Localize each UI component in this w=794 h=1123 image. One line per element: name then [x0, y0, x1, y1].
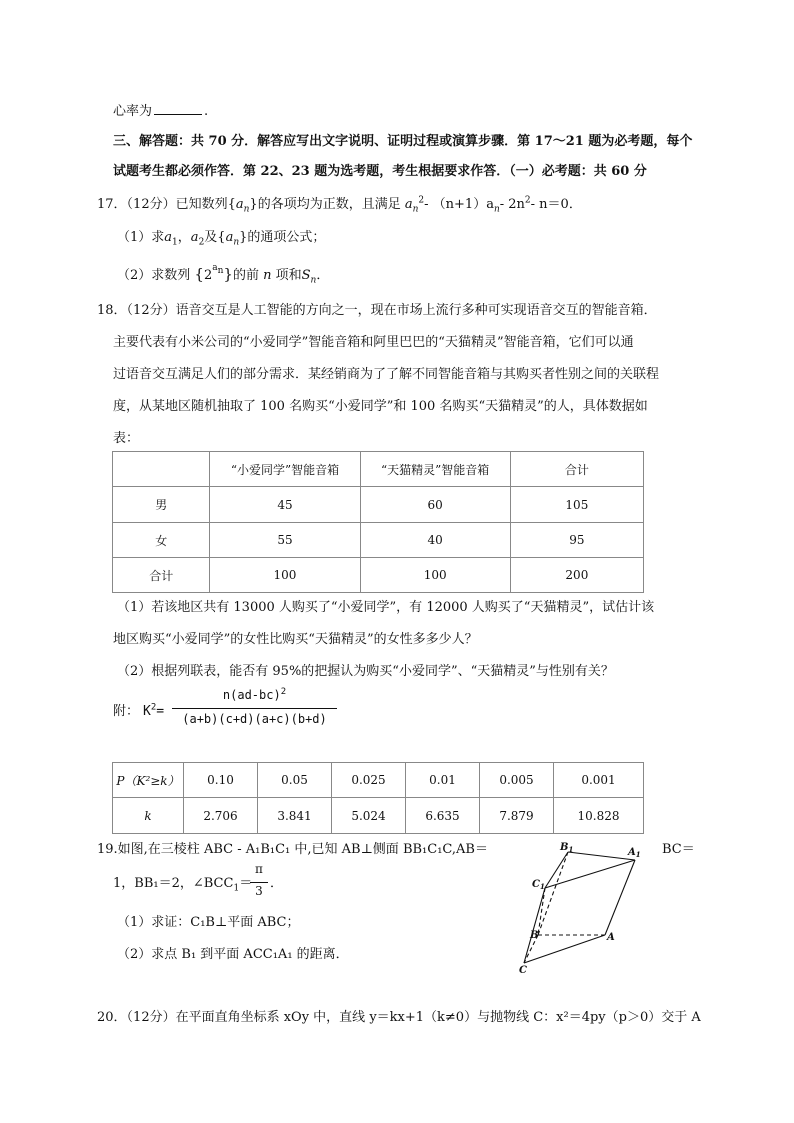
q18-line1: 18．（12分）语音交互是人工智能的方向之一，现在市场上流行多种可实现语音交互的智能音箱． [97, 303, 657, 318]
q17-p2: （2）求数列 [117, 268, 191, 283]
continued-text: 心率为 [113, 104, 153, 119]
formula-k-letter: K [143, 704, 151, 719]
q17-p2c: 项和 [275, 268, 302, 283]
table-cell: 0.05 [258, 763, 332, 798]
table-row [113, 798, 644, 834]
formula-k: $K^2=$ [143, 702, 165, 719]
formula-num-text: n(ad-bc) [222, 688, 281, 702]
q17-p1c: 及{ [204, 230, 226, 245]
q17-p1: （1）求 [117, 230, 165, 245]
table-cell: 40 [360, 523, 510, 558]
table-row [113, 523, 644, 558]
q17-eq: - （n+1）a [424, 197, 494, 212]
q19-l2a: 1，BB₁＝2，∠BCC [113, 876, 234, 891]
section-heading-line2: 试题考生都必须作答．第 22、23 题为选考题，考生根据要求作答．（一）必考题：共 60 分 [113, 164, 647, 179]
table-cell: 男 [113, 487, 210, 523]
q18-line4: 度，从某地区随机抽取了 100 名购买“小爱同学”和 100 名购买“天猫精灵”的人，具体数据如 [113, 399, 648, 414]
table-header-cell: “小爱同学”智能音箱 [210, 452, 360, 487]
answer-blank [154, 102, 202, 115]
label-c1: $C_1$ [532, 879, 545, 891]
q19-part2: （2）求点 B₁ 到平面 ACC₁A₁ 的距离． [117, 947, 349, 962]
q17-p2b: 的前 [232, 268, 259, 283]
table-cell: 100 [360, 558, 510, 593]
table-cell: 10.828 [554, 798, 644, 834]
prism-figure [510, 838, 645, 978]
table-cell: 0.01 [406, 763, 480, 798]
q19-l2c: ． [270, 876, 284, 891]
table-row [113, 763, 644, 798]
q18-line3: 过语音交互满足人们的部分需求．某经销商为了了解不同智能音箱与其购买者性别之间的关联程 [113, 367, 660, 382]
label-a1: $A_1$ [628, 847, 641, 859]
q18-part1a: （1）若该地区共有 13000 人购买了“小爱同学”，有 12000 人购买了“天猫精灵”，试估计该 [117, 600, 655, 615]
label-c: C [519, 965, 527, 976]
table-cell: 5.024 [332, 798, 406, 834]
q17-p1d: }的通项公式； [239, 230, 326, 245]
q17-part1: （1）求$a_1$，$a_2$及$\{a_n\}$的通项公式； [117, 230, 326, 248]
table-cell: 45 [210, 487, 360, 523]
pi-numerator: π [255, 862, 263, 876]
label-b: B [530, 930, 539, 941]
table-cell: 105 [510, 487, 643, 523]
q17-stem: 17．（12分）已知数列$\{a_n\}$的各项均为正数，且满足 $a_n^2-$ $(n+1)a_n-$ $2n^2-$ n＝0． [97, 195, 582, 215]
formula-label: 附： [113, 704, 140, 719]
table-cell: 2.706 [184, 798, 258, 834]
q18-part1b: 地区购买“小爱同学”的女性比购买“天猫精灵”的女性多多少人？ [113, 632, 478, 647]
table-cell: 合计 [113, 558, 210, 593]
q20-line1: 20．（12分）在平面直角坐标系 xOy 中，直线 y＝kx+1（k≠0）与抛物线 C：x²＝4py（p＞0）交于 A [97, 1010, 701, 1025]
table-cell: 0.025 [332, 763, 406, 798]
q19-line1: 19.如图,在三棱柱 ABC - A₁B₁C₁ 中,已知 AB⊥侧面 BB₁C₁C,AB＝ [97, 842, 488, 857]
q17-stem-b: }的各项均为正数，且满足 [249, 197, 401, 212]
q19-line2: 1，BB₁＝2，$\angle BCC_1=$ [113, 876, 253, 894]
contingency-table [112, 451, 644, 593]
q18-line2: 主要代表有小米公司的“小爱同学”智能音箱和阿里巴巴的“天猫精灵”智能音箱，它们可以通 [113, 335, 634, 350]
continued-end: . [204, 104, 209, 119]
table-cell: 0.001 [554, 763, 644, 798]
label-a: A [607, 932, 615, 943]
q17-p2d: ． [316, 268, 330, 283]
q18-part2: （2）根据列联表，能否有 95%的把握认为购买“小爱同学”、“天猫精灵”与性别有关？ [117, 664, 614, 679]
continued-question-line [113, 102, 208, 121]
table-cell: k [113, 798, 184, 834]
q19-line1-right: BC＝ [662, 842, 695, 857]
formula-denominator: (a+b)(c+d)(a+c)(b+d) [182, 712, 327, 726]
q17-part2: （2）求数列 $\{2^{a_n}\}$的前 n 项和$S_n$． [117, 262, 330, 286]
formula-eq: = [156, 704, 165, 719]
q19-part1: （1）求证：C₁B⊥平面 ABC； [117, 915, 300, 930]
table-cell: 100 [210, 558, 360, 593]
q18-line5: 表： [113, 431, 140, 446]
label-b1: $B_1$ [560, 842, 574, 854]
table-cell: 0.10 [184, 763, 258, 798]
table-cell [113, 763, 184, 798]
q17-eq2: - 2n [499, 197, 525, 212]
table-cell: 3.841 [258, 798, 332, 834]
pi-denominator: 3 [255, 884, 263, 898]
table-cell: 200 [510, 558, 643, 593]
fraction-bar [172, 708, 337, 709]
table-header-cell: 合计 [510, 452, 643, 487]
q17-eq3: - n＝0． [530, 197, 582, 212]
pi-fraction-bar [250, 882, 268, 883]
table-cell: 女 [113, 523, 210, 558]
q17-stem-a: 17．（12分）已知数列{ [97, 197, 236, 212]
table-cell: 6.635 [406, 798, 480, 834]
table-cell: 0.005 [480, 763, 554, 798]
table-cell: 55 [210, 523, 360, 558]
formula-numerator: $n(ad-bc)^2$ [222, 687, 287, 702]
table-cell: 95 [510, 523, 643, 558]
table-cell: 60 [360, 487, 510, 523]
section-heading-line1: 三、解答题：共 70 分．解答应写出文字说明、证明过程或演算步骤．第 17～21 题为必考题，每个 [113, 134, 693, 149]
probability-table [112, 762, 644, 834]
table-cell: 7.879 [480, 798, 554, 834]
q19-l2b: ＝ [239, 876, 253, 891]
table-header-cell: “天猫精灵”智能音箱 [360, 452, 510, 487]
table-header-cell [113, 452, 210, 487]
table-row [113, 558, 644, 593]
p-label: P（K²≥k） [116, 773, 180, 788]
q17-p1b: ， [177, 230, 191, 245]
table-row [113, 487, 644, 523]
